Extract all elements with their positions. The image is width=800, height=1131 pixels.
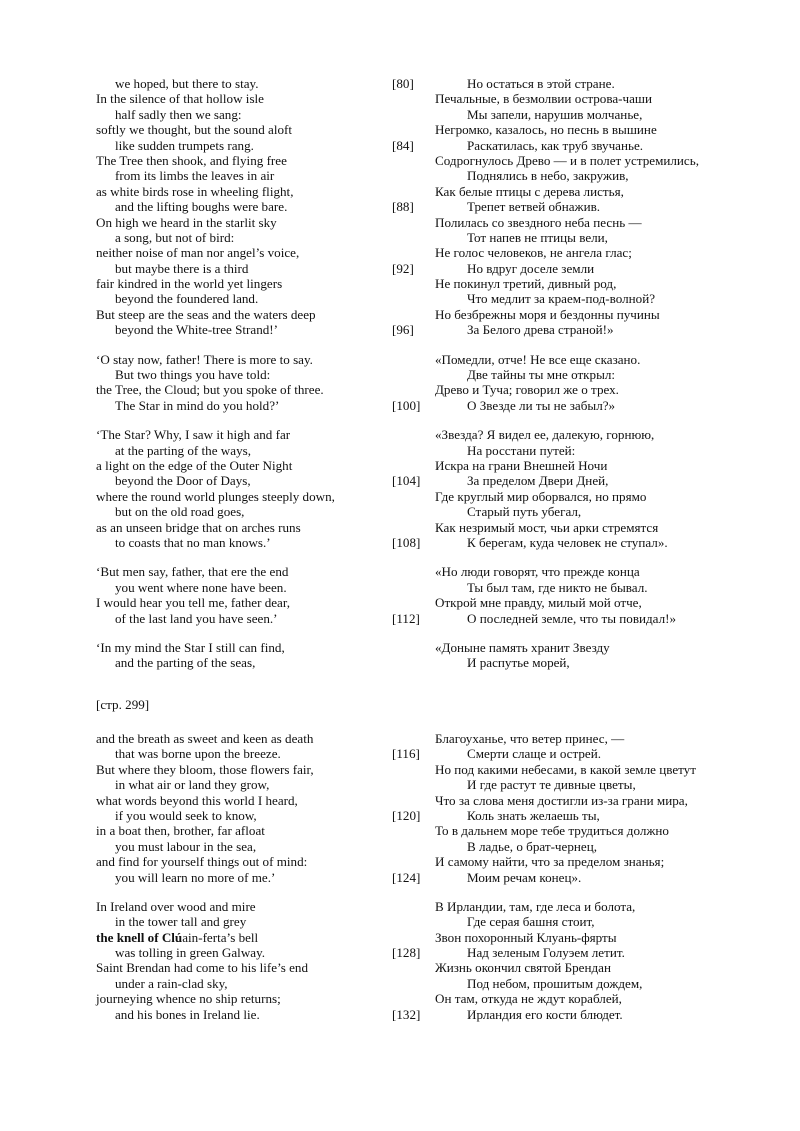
verse-line [0, 322, 800, 337]
verse-line [0, 808, 800, 823]
line-number: [124] [392, 869, 421, 885]
english-line: but maybe there is a third [115, 260, 249, 276]
english-line: a light on the edge of the Outer Night [96, 457, 293, 473]
verse-line [0, 261, 800, 276]
russian-line: Трепет ветвей обнажив. [467, 199, 601, 215]
verse-line [0, 382, 800, 397]
russian-line: За Белого древа страной!» [467, 322, 614, 338]
russian-line: Древо и Туча; говорил же о трех. [435, 382, 619, 398]
russian-line: Под небом, прошитым дождем, [467, 975, 643, 991]
russian-line: О Звезде ли ты не забыл?» [467, 397, 616, 413]
english-line: you must labour in the sea, [115, 838, 257, 854]
russian-line: Он там, откуда не ждут кораблей, [435, 991, 622, 1007]
english-line: was tolling in green Galway. [115, 945, 266, 961]
line-number: [88] [392, 199, 414, 215]
verse-line [0, 1007, 800, 1022]
verse-line [0, 762, 800, 777]
line-number: [96] [392, 322, 414, 338]
line-number: [92] [392, 260, 414, 276]
poem-bottom-section [0, 731, 800, 1022]
verse-line [0, 427, 800, 442]
russian-line: Смерти слаще и острей. [467, 746, 602, 762]
stanza [0, 640, 800, 671]
english-line: from its limbs the leaves in air [115, 168, 275, 184]
russian-line: О последней земле, что ты повидал!» [467, 610, 677, 626]
english-line-bold: the knell of Clú [96, 929, 183, 945]
russian-line: Звон похоронный Клуань-фярты [435, 929, 617, 945]
stanza [0, 427, 800, 550]
verse-line [0, 230, 800, 245]
russian-line: Раскатилась, как труб звучанье. [467, 137, 644, 153]
russian-line: В Ирландии, там, где леса и болота, [435, 898, 636, 914]
verse-line [0, 945, 800, 960]
english-line: where the round world plunges steeply down, [96, 488, 335, 504]
russian-line: Но под какими небесами, в какой земле цветут [435, 761, 696, 777]
english-line: But steep are the seas and the waters deep [96, 306, 316, 322]
russian-line: «Звезда? Я видел ее, далекую, горнюю, [435, 427, 655, 443]
english-line-rest: ain-ferta’s bell [182, 929, 259, 945]
english-line: and the lifting boughs were bare. [115, 199, 288, 215]
verse-line [0, 823, 800, 838]
line-number: [128] [392, 945, 421, 961]
english-line: But where they bloom, those flowers fair, [96, 761, 314, 777]
line-number: [112] [392, 610, 420, 626]
english-line: beyond the Door of Days, [115, 473, 251, 489]
verse-line [0, 854, 800, 869]
english-line: and his bones in Ireland lie. [115, 1006, 260, 1022]
russian-line: Моим речам конец». [467, 869, 582, 885]
verse-line [0, 839, 800, 854]
russian-line: Благоуханье, что ветер принес, — [435, 731, 625, 746]
english-line: beyond the foundered land. [115, 291, 259, 307]
english-line: in the tower tall and grey [115, 914, 247, 930]
verse-line [0, 122, 800, 137]
russian-line: Но вдруг доселе земли [467, 260, 595, 276]
russian-line: «Помедли, отче! Не все еще сказано. [435, 351, 641, 367]
english-line: ‘O stay now, father! There is more to say. [96, 351, 313, 367]
verse-line [0, 793, 800, 808]
english-line: Saint Brendan had come to his life’s end [96, 960, 308, 976]
verse-line [0, 307, 800, 322]
verse-line [0, 595, 800, 610]
verse-line [0, 960, 800, 975]
page-marker: [стр. 299] [96, 697, 150, 712]
russian-line: Содрогнулось Древо — и в полет устремились, [435, 152, 699, 168]
russian-line: Негромко, казалось, но песнь в вышине [435, 122, 657, 138]
english-line: On high we heard in the starlit sky [96, 214, 277, 230]
russian-line: Ирландия его кости блюдет. [467, 1006, 623, 1022]
english-line: half sadly then we sang: [115, 106, 242, 122]
verse-line [0, 76, 800, 91]
line-number: [120] [392, 807, 421, 823]
english-line: ‘But men say, father, that ere the end [96, 564, 289, 580]
english-line: ‘In my mind the Star I still can find, [96, 639, 285, 655]
verse-line [0, 640, 800, 655]
english-line: you went where none have been. [115, 579, 287, 595]
russian-line: И самому найти, что за пределом знанья; [435, 854, 665, 870]
verse-line [0, 458, 800, 473]
stanza [0, 564, 800, 626]
english-line: in what air or land they grow, [115, 777, 270, 793]
verse-line [0, 535, 800, 550]
russian-line: Мы запели, нарушив молчанье, [467, 106, 643, 122]
russian-line: Открой мне правду, милый мой отче, [435, 595, 642, 611]
english-line: under a rain-clad sky, [115, 975, 228, 991]
verse-line [0, 276, 800, 291]
english-line: and the breath as sweet and keen as death [96, 731, 314, 746]
verse-line [0, 184, 800, 199]
russian-line: Как белые птицы с дерева листья, [435, 183, 624, 199]
english-line: you will learn no more of me.’ [115, 869, 276, 885]
english-line: as an unseen bridge that on arches runs [96, 519, 301, 535]
russian-line: Тот напев не птицы вели, [467, 229, 608, 245]
verse-line [0, 914, 800, 929]
english-line: that was borne upon the breeze. [115, 746, 281, 762]
verse-line [0, 489, 800, 504]
verse-line [0, 199, 800, 214]
russian-line: На росстани путей: [467, 442, 576, 458]
verse-line [0, 580, 800, 595]
english-line: and the parting of the seas, [115, 655, 256, 671]
verse-line [0, 398, 800, 413]
verse-line [0, 153, 800, 168]
russian-line: Искра на грани Внешней Ночи [435, 457, 608, 473]
english-line: ‘The Star? Why, I saw it high and far [96, 427, 291, 443]
english-line: In the silence of that hollow isle [96, 91, 264, 107]
stanza [0, 352, 800, 414]
english-line: The Star in mind do you hold?’ [115, 397, 280, 413]
english-line: and find for yourself things out of mind: [96, 854, 308, 870]
verse-line [0, 168, 800, 183]
verse-line [0, 746, 800, 761]
english-line: I would hear you tell me, father dear, [96, 595, 290, 611]
line-number: [80] [392, 76, 414, 91]
english-line: but on the old road goes, [115, 504, 245, 520]
english-line: But two things you have told: [115, 367, 271, 383]
line-number: [132] [392, 1006, 421, 1022]
russian-line: Что за слова меня достигли из-за грани мира, [435, 792, 688, 808]
verse-line [0, 352, 800, 367]
verse-line [0, 991, 800, 1006]
english-line: of the last land you have seen.’ [115, 610, 278, 626]
russian-line: Что медлит за краем-под-волной? [467, 291, 656, 307]
line-number: [116] [392, 746, 420, 762]
russian-line: Две тайны ты мне открыл: [467, 367, 616, 383]
verse-line [0, 899, 800, 914]
russian-line: Где серая башня стоит, [467, 914, 595, 930]
verse-line [0, 291, 800, 306]
verse-line [0, 976, 800, 991]
stanza [0, 76, 800, 338]
russian-line: Как незримый мост, чьи арки стремятся [435, 519, 659, 535]
russian-line: «Но люди говорят, что прежде конца [435, 564, 640, 580]
english-line: what words beyond this world I heard, [96, 792, 298, 808]
english-line: softly we thought, but the sound aloft [96, 122, 293, 138]
verse-line [0, 504, 800, 519]
english-line: we hoped, but there to stay. [115, 76, 259, 91]
line-number: [100] [392, 397, 421, 413]
english-line: neither noise of man nor angel’s voice, [96, 245, 300, 261]
verse-line [0, 91, 800, 106]
russian-line: Не голос человеков, не ангела глас; [435, 245, 632, 261]
poem-top-section [0, 76, 800, 671]
english-line: The Tree then shook, and flying free [96, 152, 287, 168]
verse-line [0, 655, 800, 670]
verse-line [0, 777, 800, 792]
russian-line: Над зеленым Голуэем летит. [467, 945, 625, 961]
russian-line: Полилась со звездного неба песнь — [435, 214, 642, 230]
russian-line: То в дальнем море тебе трудиться должно [435, 823, 669, 839]
stanza [0, 731, 800, 885]
russian-line: Коль знать желаешь ты, [467, 807, 600, 823]
russian-line: Но остаться в этой стране. [467, 76, 615, 91]
russian-line: Но безбрежны моря и бездонны пучины [435, 306, 660, 322]
english-line: the Tree, the Cloud; but you spoke of three. [96, 382, 324, 398]
verse-line [0, 245, 800, 260]
russian-line: Поднялись в небо, закружив, [467, 168, 629, 184]
russian-line: Ты был там, где никто не бывал. [467, 579, 648, 595]
line-number: [84] [392, 137, 414, 153]
russian-line: Не покинул третий, дивный род, [435, 276, 617, 292]
verse-line [0, 611, 800, 626]
english-line [96, 930, 258, 945]
line-number: [108] [392, 534, 421, 550]
verse-line [0, 564, 800, 579]
line-number: [104] [392, 473, 421, 489]
russian-line: К берегам, куда человек не ступал». [467, 534, 668, 550]
english-line: at the parting of the ways, [115, 442, 251, 458]
verse-line [0, 138, 800, 153]
verse-line [0, 870, 800, 885]
russian-line: Старый путь убегал, [467, 504, 582, 520]
english-line: beyond the White-tree Strand!’ [115, 322, 279, 338]
russian-line: И где растут те дивные цветы, [467, 777, 636, 793]
russian-line: «Доныне память хранит Звезду [435, 639, 610, 655]
english-line: In Ireland over wood and mire [96, 898, 256, 914]
russian-line: Где круглый мир оборвался, но прямо [435, 488, 647, 504]
english-line: if you would seek to know, [115, 807, 257, 823]
verse-line [0, 215, 800, 230]
verse-line [0, 731, 800, 746]
verse-line [0, 107, 800, 122]
english-line: a song, but not of bird: [115, 229, 235, 245]
russian-line: Печальные, в безмолвии острова-чаши [435, 91, 653, 107]
english-line: like sudden trumpets rang. [115, 137, 254, 153]
stanza [0, 899, 800, 1022]
verse-line [0, 473, 800, 488]
english-line: journeying whence no ship returns; [96, 991, 281, 1007]
english-line: in a boat then, brother, far afloat [96, 823, 265, 839]
english-line: to coasts that no man knows.’ [115, 534, 271, 550]
russian-line: В ладье, о брат-чернец, [467, 838, 597, 854]
russian-line: И распутье морей, [467, 655, 570, 671]
verse-line [0, 930, 800, 945]
russian-line: Жизнь окончил святой Брендан [435, 960, 611, 976]
verse-line [0, 443, 800, 458]
verse-line [0, 520, 800, 535]
russian-line: За пределом Двери Дней, [467, 473, 609, 489]
verse-line [0, 367, 800, 382]
english-line: as white birds rose in wheeling flight, [96, 183, 294, 199]
english-line: fair kindred in the world yet lingers [96, 276, 283, 292]
